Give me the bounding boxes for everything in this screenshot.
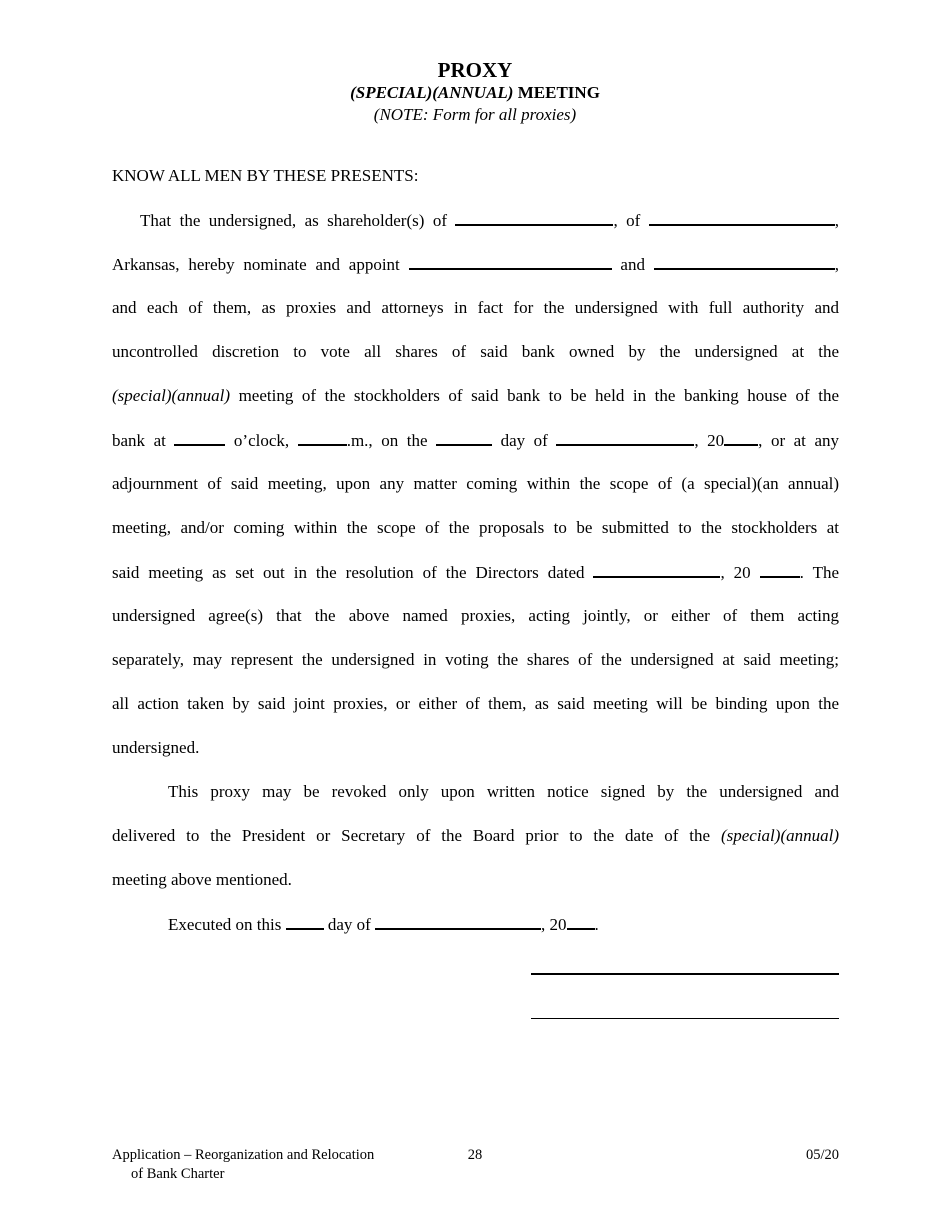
form-subtitle — [0, 83, 950, 103]
intro-heading: KNOW ALL MEN BY THESE PRESENTS: — [112, 166, 419, 185]
footer-title-line1: Application – Reorganization and Relocation — [112, 1147, 375, 1163]
para1-line10: undersigned agree(s) that the above named proxies, acting jointly, or either of them acting — [112, 606, 839, 625]
signature-line[interactable] — [531, 973, 839, 975]
resolution-year-blank[interactable] — [760, 561, 800, 578]
para1-line4: uncontrolled discretion to vote all shares of said bank owned by the undersigned at the — [112, 342, 839, 361]
city-blank[interactable] — [649, 209, 835, 226]
para1-line9: said meeting as set out in the resolution of the Directors dated , 20 . The — [112, 563, 839, 582]
para2-line1: This proxy may be revoked only upon written notice signed by the undersigned and — [168, 782, 839, 801]
page-number: 28 — [467, 1147, 483, 1163]
para2-line3: meeting above mentioned. — [112, 870, 292, 889]
executed-line: Executed on this day of , 20 . — [168, 915, 599, 934]
para1-line3: and each of them, as proxies and attorneys in fact for the undersigned with full authority and — [112, 298, 839, 317]
para1-line13: undersigned. — [112, 738, 200, 757]
para1-line11: separately, may represent the undersigned in voting the shares of the undersigned at said meeting; — [112, 650, 839, 669]
meeting-type-italic: (SPECIAL)(ANNUAL) — [350, 83, 514, 102]
proxy2-blank[interactable] — [654, 253, 835, 270]
signature-line-2[interactable] — [531, 1018, 839, 1019]
form-note: (NOTE: Form for all proxies) — [373, 105, 577, 124]
form-title: PROXY — [437, 58, 513, 82]
para1-line2: Arkansas, hereby nominate and appoint and , — [112, 255, 840, 274]
meeting-label: MEETING — [513, 83, 600, 102]
executed-year-blank[interactable] — [567, 913, 595, 930]
para1-line12: all action taken by said joint proxies, or either of them, as said meeting will be binding upon the — [112, 694, 839, 713]
meeting-month-blank[interactable] — [556, 429, 694, 446]
meeting-year-blank[interactable] — [724, 429, 758, 446]
executed-month-blank[interactable] — [375, 913, 541, 930]
para1-line5: (special)(annual) meeting of the stockholders of said bank to be held in the banking house of the — [112, 386, 839, 405]
para1-line8: meeting, and/or coming within the scope of the proposals to be submitted to the stockholders at — [112, 518, 839, 537]
proxy1-blank[interactable] — [409, 253, 612, 270]
footer-title-line2: of Bank Charter — [131, 1166, 225, 1182]
footer-date: 05/20 — [805, 1147, 839, 1163]
bank-name-blank[interactable] — [455, 209, 613, 226]
para1-line1: That the undersigned, as shareholder(s) of , of , — [140, 211, 839, 230]
para2-line2: delivered to the President or Secretary of the Board prior to the date of the (special)(annual) — [112, 826, 839, 845]
am-pm-blank[interactable] — [298, 429, 347, 446]
meeting-day-blank[interactable] — [436, 429, 492, 446]
para1-line7: adjournment of said meeting, upon any matter coming within the scope of (a special)(an annual) — [112, 474, 839, 493]
resolution-date-blank[interactable] — [593, 561, 720, 578]
para1-line6: bank at o’clock, .m., on the day of , 20 , or at any — [112, 431, 839, 450]
executed-day-blank[interactable] — [286, 913, 324, 930]
hour-blank[interactable] — [174, 429, 225, 446]
